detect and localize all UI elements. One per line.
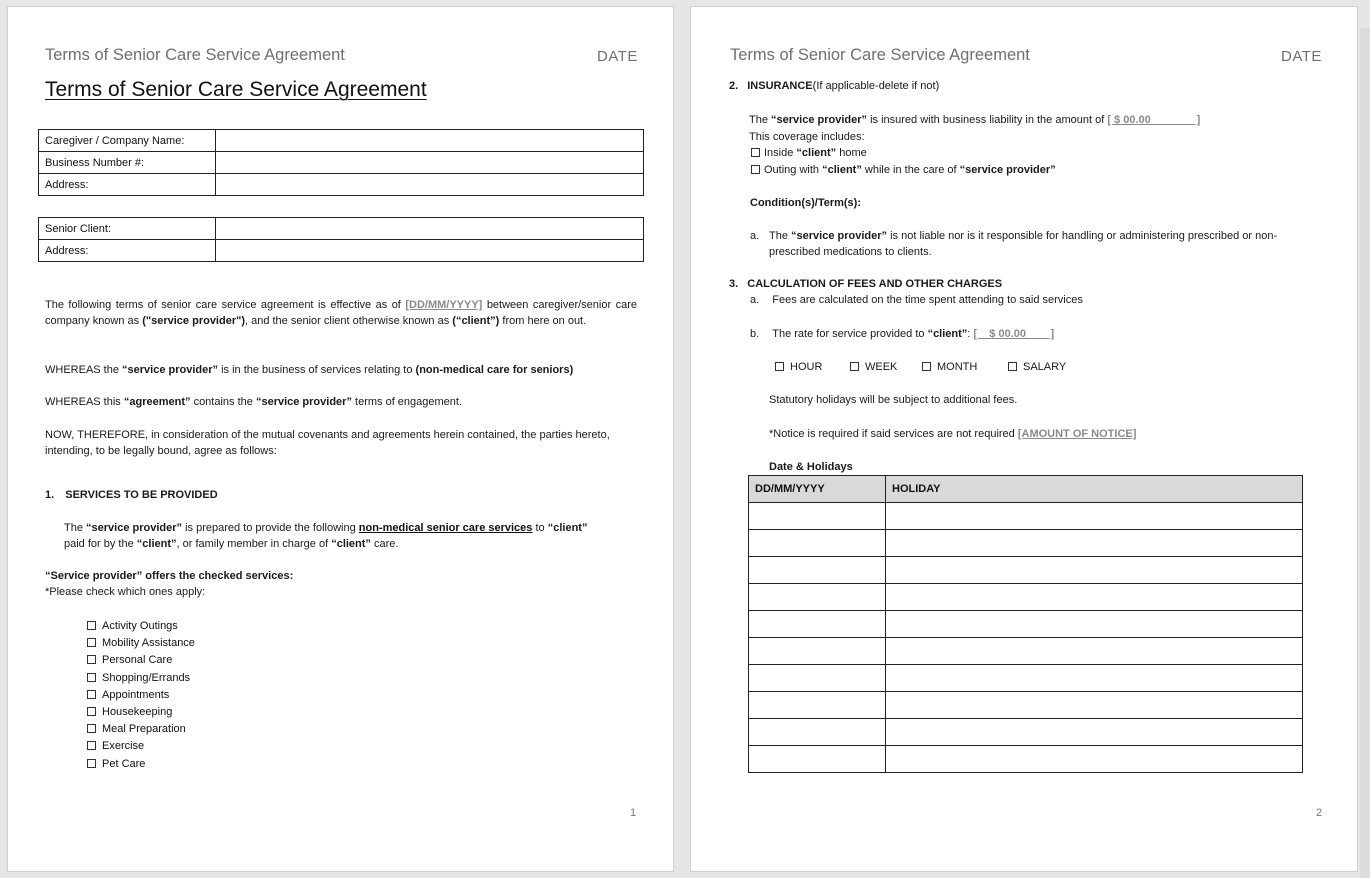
fees-item-a: a. Fees are calculated on the time spent attending to said services bbox=[750, 294, 1083, 306]
caregiver-table bbox=[38, 129, 644, 196]
checkbox-icon[interactable] bbox=[87, 621, 96, 630]
intro-paragraph: The following terms of senior care service agreement is effective as of [DD/MM/YYYY] between caregiver/senior care company known as ("service provider"), and the senior client otherwise known as (“client”) from here on out. bbox=[45, 299, 637, 327]
checkbox-icon[interactable] bbox=[922, 362, 931, 371]
holiday-name-cell[interactable] bbox=[886, 719, 1303, 746]
header-title: Terms of Senior Care Service Agreement bbox=[45, 46, 345, 64]
checkbox-icon[interactable] bbox=[87, 638, 96, 647]
section-1-heading: 1. SERVICES TO BE PROVIDED bbox=[45, 489, 218, 501]
checkbox-icon[interactable] bbox=[87, 707, 96, 716]
whereas-paragraph-1: WHEREAS the “service provider” is in the business of services relating to (non-medical care for seniors) bbox=[45, 364, 574, 376]
coverage-label: This coverage includes: bbox=[749, 131, 865, 143]
holiday-date-cell[interactable] bbox=[749, 584, 886, 611]
therefore-paragraph: NOW, THEREFORE, in consideration of the mutual covenants and agreements herein contained, the parties hereto, intending, to be legally bound, agree as follows: bbox=[45, 429, 610, 457]
page-number: 1 bbox=[630, 807, 637, 819]
period-salary[interactable]: SALARY bbox=[1008, 359, 1066, 375]
checkbox-icon[interactable] bbox=[1008, 362, 1017, 371]
service-item[interactable]: Personal Care bbox=[87, 652, 195, 669]
period-week[interactable]: WEEK bbox=[850, 359, 897, 375]
service-item[interactable]: Activity Outings bbox=[87, 618, 195, 635]
service-item[interactable]: Meal Preparation bbox=[87, 721, 195, 738]
table-row bbox=[749, 719, 1303, 746]
condition-a-text: The “service provider” is not liable nor is it responsible for handling or administering prescribed or non-prescribed medications to clients. bbox=[769, 230, 1278, 258]
holidays-name-header: HOLIDAY bbox=[886, 476, 1303, 503]
checkbox-icon[interactable] bbox=[87, 673, 96, 682]
holiday-date-cell[interactable] bbox=[749, 719, 886, 746]
services-checklist bbox=[87, 618, 195, 773]
service-item[interactable]: Pet Care bbox=[87, 756, 195, 773]
coverage-option-outing[interactable]: Outing with “client” while in the care of “service provider” bbox=[751, 162, 1056, 178]
effective-date-placeholder[interactable]: [DD/MM/YYYY] bbox=[405, 299, 483, 311]
caregiver-name-label: Caregiver / Company Name: bbox=[39, 130, 216, 152]
service-item[interactable]: Housekeeping bbox=[87, 704, 195, 721]
document-page-1 bbox=[7, 6, 674, 872]
caregiver-address-label: Address: bbox=[39, 174, 216, 196]
client-address-field[interactable] bbox=[216, 240, 644, 262]
header-title: Terms of Senior Care Service Agreement bbox=[730, 46, 1030, 64]
holidays-heading: Date & Holidays bbox=[769, 461, 853, 473]
offers-note: *Please check which ones apply: bbox=[45, 586, 206, 598]
checkbox-icon[interactable] bbox=[87, 724, 96, 733]
holiday-date-cell[interactable] bbox=[749, 611, 886, 638]
fees-item-b: b. The rate for service provided to “client”: [ $ 00.00 ] bbox=[750, 328, 1055, 340]
checkbox-icon[interactable] bbox=[87, 741, 96, 750]
whereas-paragraph-2: WHEREAS this “agreement” contains the “service provider” terms of engagement. bbox=[45, 396, 463, 408]
document-page-2 bbox=[690, 6, 1358, 872]
holiday-name-cell[interactable] bbox=[886, 692, 1303, 719]
checkbox-icon[interactable] bbox=[87, 759, 96, 768]
section-3-heading: 3. CALCULATION OF FEES AND OTHER CHARGES bbox=[729, 278, 1003, 290]
insurance-amount-placeholder[interactable]: [ $ 00.00 ] bbox=[1107, 114, 1201, 126]
checkbox-icon[interactable] bbox=[751, 148, 760, 157]
holiday-name-cell[interactable] bbox=[886, 611, 1303, 638]
statutory-note: Statutory holidays will be subject to additional fees. bbox=[769, 394, 1018, 406]
coverage-option-inside[interactable]: Inside “client” home bbox=[751, 145, 867, 161]
checkbox-icon[interactable] bbox=[87, 655, 96, 664]
table-row bbox=[749, 503, 1303, 530]
service-item[interactable]: Shopping/Errands bbox=[87, 670, 195, 687]
holiday-name-cell[interactable] bbox=[886, 584, 1303, 611]
table-row bbox=[749, 611, 1303, 638]
caregiver-address-field[interactable] bbox=[216, 174, 644, 196]
holiday-date-cell[interactable] bbox=[749, 746, 886, 773]
conditions-heading: Condition(s)/Term(s): bbox=[750, 197, 862, 209]
checkbox-icon[interactable] bbox=[775, 362, 784, 371]
rate-placeholder[interactable]: [ $ 00.00 ] bbox=[973, 328, 1055, 340]
holiday-date-cell[interactable] bbox=[749, 692, 886, 719]
notice-placeholder[interactable]: [AMOUNT OF NOTICE] bbox=[1017, 428, 1137, 440]
section-2-heading: 2. INSURANCE(If applicable-delete if not) bbox=[729, 80, 940, 92]
checkbox-icon[interactable] bbox=[751, 165, 760, 174]
checkbox-icon[interactable] bbox=[850, 362, 859, 371]
table-row bbox=[749, 557, 1303, 584]
page-title: Terms of Senior Care Service Agreement bbox=[45, 78, 427, 101]
insurance-amount-line: The “service provider” is insured with business liability in the amount of [ $ 00.00 ] bbox=[749, 114, 1201, 126]
client-address-label: Address: bbox=[39, 240, 216, 262]
holiday-date-cell[interactable] bbox=[749, 557, 886, 584]
table-row bbox=[749, 584, 1303, 611]
period-hour[interactable]: HOUR bbox=[775, 359, 822, 375]
caregiver-name-field[interactable] bbox=[216, 130, 644, 152]
service-item[interactable]: Mobility Assistance bbox=[87, 635, 195, 652]
senior-client-label: Senior Client: bbox=[39, 218, 216, 240]
table-row bbox=[749, 665, 1303, 692]
holiday-date-cell[interactable] bbox=[749, 665, 886, 692]
section-1-body: The “service provider” is prepared to provide the following non-medical senior care services to “client” paid for by the “client”, or family member in charge of “client” care. bbox=[64, 522, 588, 550]
notice-line: *Notice is required if said services are not required [AMOUNT OF NOTICE] bbox=[769, 428, 1137, 440]
senior-client-field[interactable] bbox=[216, 218, 644, 240]
page-number: 2 bbox=[1316, 807, 1323, 819]
holiday-name-cell[interactable] bbox=[886, 530, 1303, 557]
holidays-date-header: DD/MM/YYYY bbox=[749, 476, 886, 503]
holiday-date-cell[interactable] bbox=[749, 503, 886, 530]
table-row bbox=[749, 692, 1303, 719]
service-item[interactable]: Exercise bbox=[87, 738, 195, 755]
holiday-date-cell[interactable] bbox=[749, 638, 886, 665]
holiday-name-cell[interactable] bbox=[886, 746, 1303, 773]
holiday-name-cell[interactable] bbox=[886, 557, 1303, 584]
condition-letter-a: a. bbox=[750, 230, 760, 242]
header-date: DATE bbox=[1281, 48, 1322, 65]
offers-heading: “Service provider” offers the checked services: bbox=[45, 570, 294, 582]
holiday-name-cell[interactable] bbox=[886, 503, 1303, 530]
header-date: DATE bbox=[597, 48, 638, 65]
table-row bbox=[749, 638, 1303, 665]
business-number-field[interactable] bbox=[216, 152, 644, 174]
table-row bbox=[749, 746, 1303, 773]
table-row bbox=[749, 530, 1303, 557]
holiday-date-cell[interactable] bbox=[749, 530, 886, 557]
scrollbar[interactable] bbox=[1360, 28, 1370, 878]
holiday-name-cell[interactable] bbox=[886, 638, 1303, 665]
service-item[interactable]: Appointments bbox=[87, 687, 195, 704]
holiday-name-cell[interactable] bbox=[886, 665, 1303, 692]
checkbox-icon[interactable] bbox=[87, 690, 96, 699]
holidays-table bbox=[748, 475, 1303, 773]
period-month[interactable]: MONTH bbox=[922, 359, 977, 375]
client-table bbox=[38, 217, 644, 262]
business-number-label: Business Number #: bbox=[39, 152, 216, 174]
